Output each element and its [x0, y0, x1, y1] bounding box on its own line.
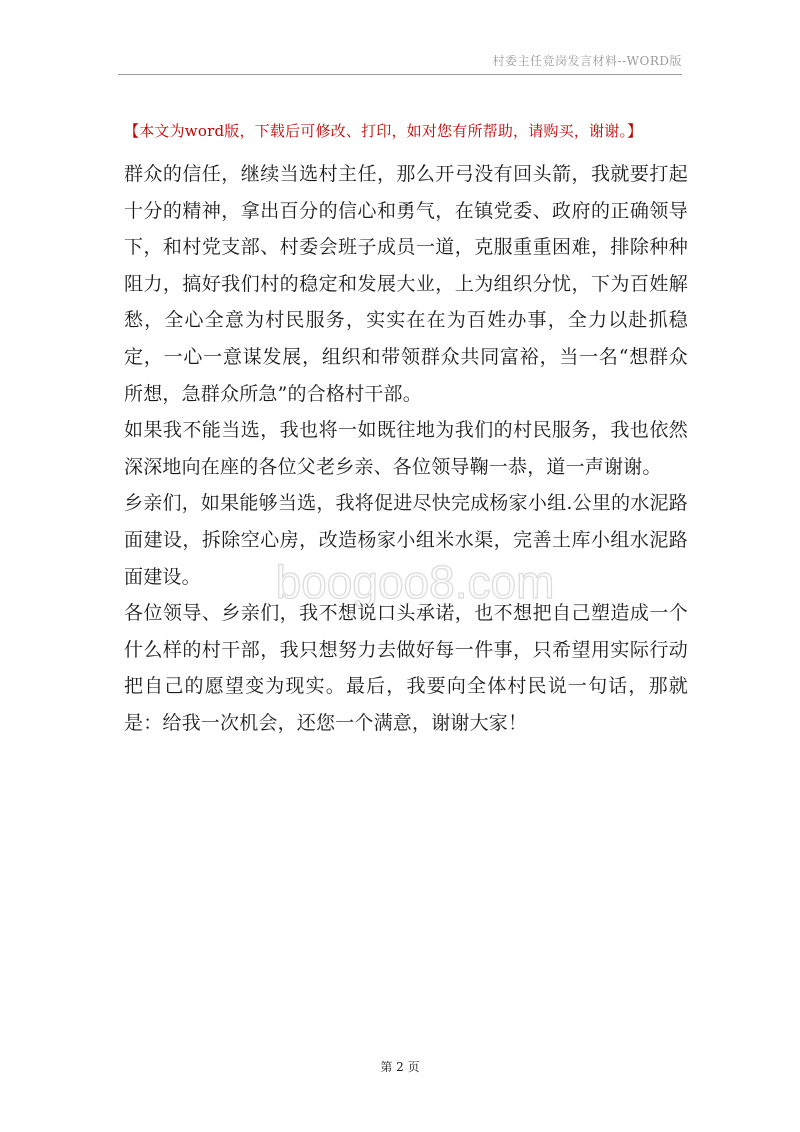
document-body [124, 156, 688, 742]
body-paragraph: 群众的信任，继续当选村主任，那么开弓没有回头箭，我就要打起十分的精神，拿出百分的信心和勇气，在镇党委、政府的正确领导下，和村党支部、村委会班子成员一道，克服重重困难，排除种种阻力，搞好我们村的稳定和发展大业，上为组织分忧，下为百姓解愁，全心全意为村民服务，实实在在为百姓办事，全力以赴抓稳定，一心一意谋发展，组织和带领群众共同富裕，当一名“想群众所想，急群众所急”的合格村干部。 [124, 163, 688, 405]
body-paragraph: 各位领导、乡亲们，我不想说口头承诺，也不想把自己塑造成一个什么样的村干部，我只想努力去做好每一件事，只希望用实际行动把自己的愿望变为现实。最后，我要向全体村民说一句话，那就是：给我一次机会，还您一个满意，谢谢大家！ [124, 602, 688, 734]
page-number: 第 2 页 [380, 1060, 420, 1074]
watermark-text: boogoo8.com [275, 556, 555, 608]
running-header: 村委主任竞岗发言材料--WORD版 [492, 54, 682, 68]
body-paragraph: 如果我不能当选，我也将一如既往地为我们的村民服务，我也依然深深地向在座的各位父老乡亲、各位领导鞠一恭，道一声谢谢。 [124, 419, 688, 478]
site-watermark [275, 548, 555, 618]
body-paragraph: 乡亲们，如果能够当选，我将促进尽快完成杨家小组.公里的水泥路面建设，拆除空心房，改造杨家小组米水渠，完善土库小组水泥路面建设。 [124, 492, 688, 588]
purchase-notice: 【本文为word版，下载后可修改、打印，如对您有所帮助，请购买，谢谢。】 [124, 122, 643, 140]
header-divider [118, 74, 682, 75]
